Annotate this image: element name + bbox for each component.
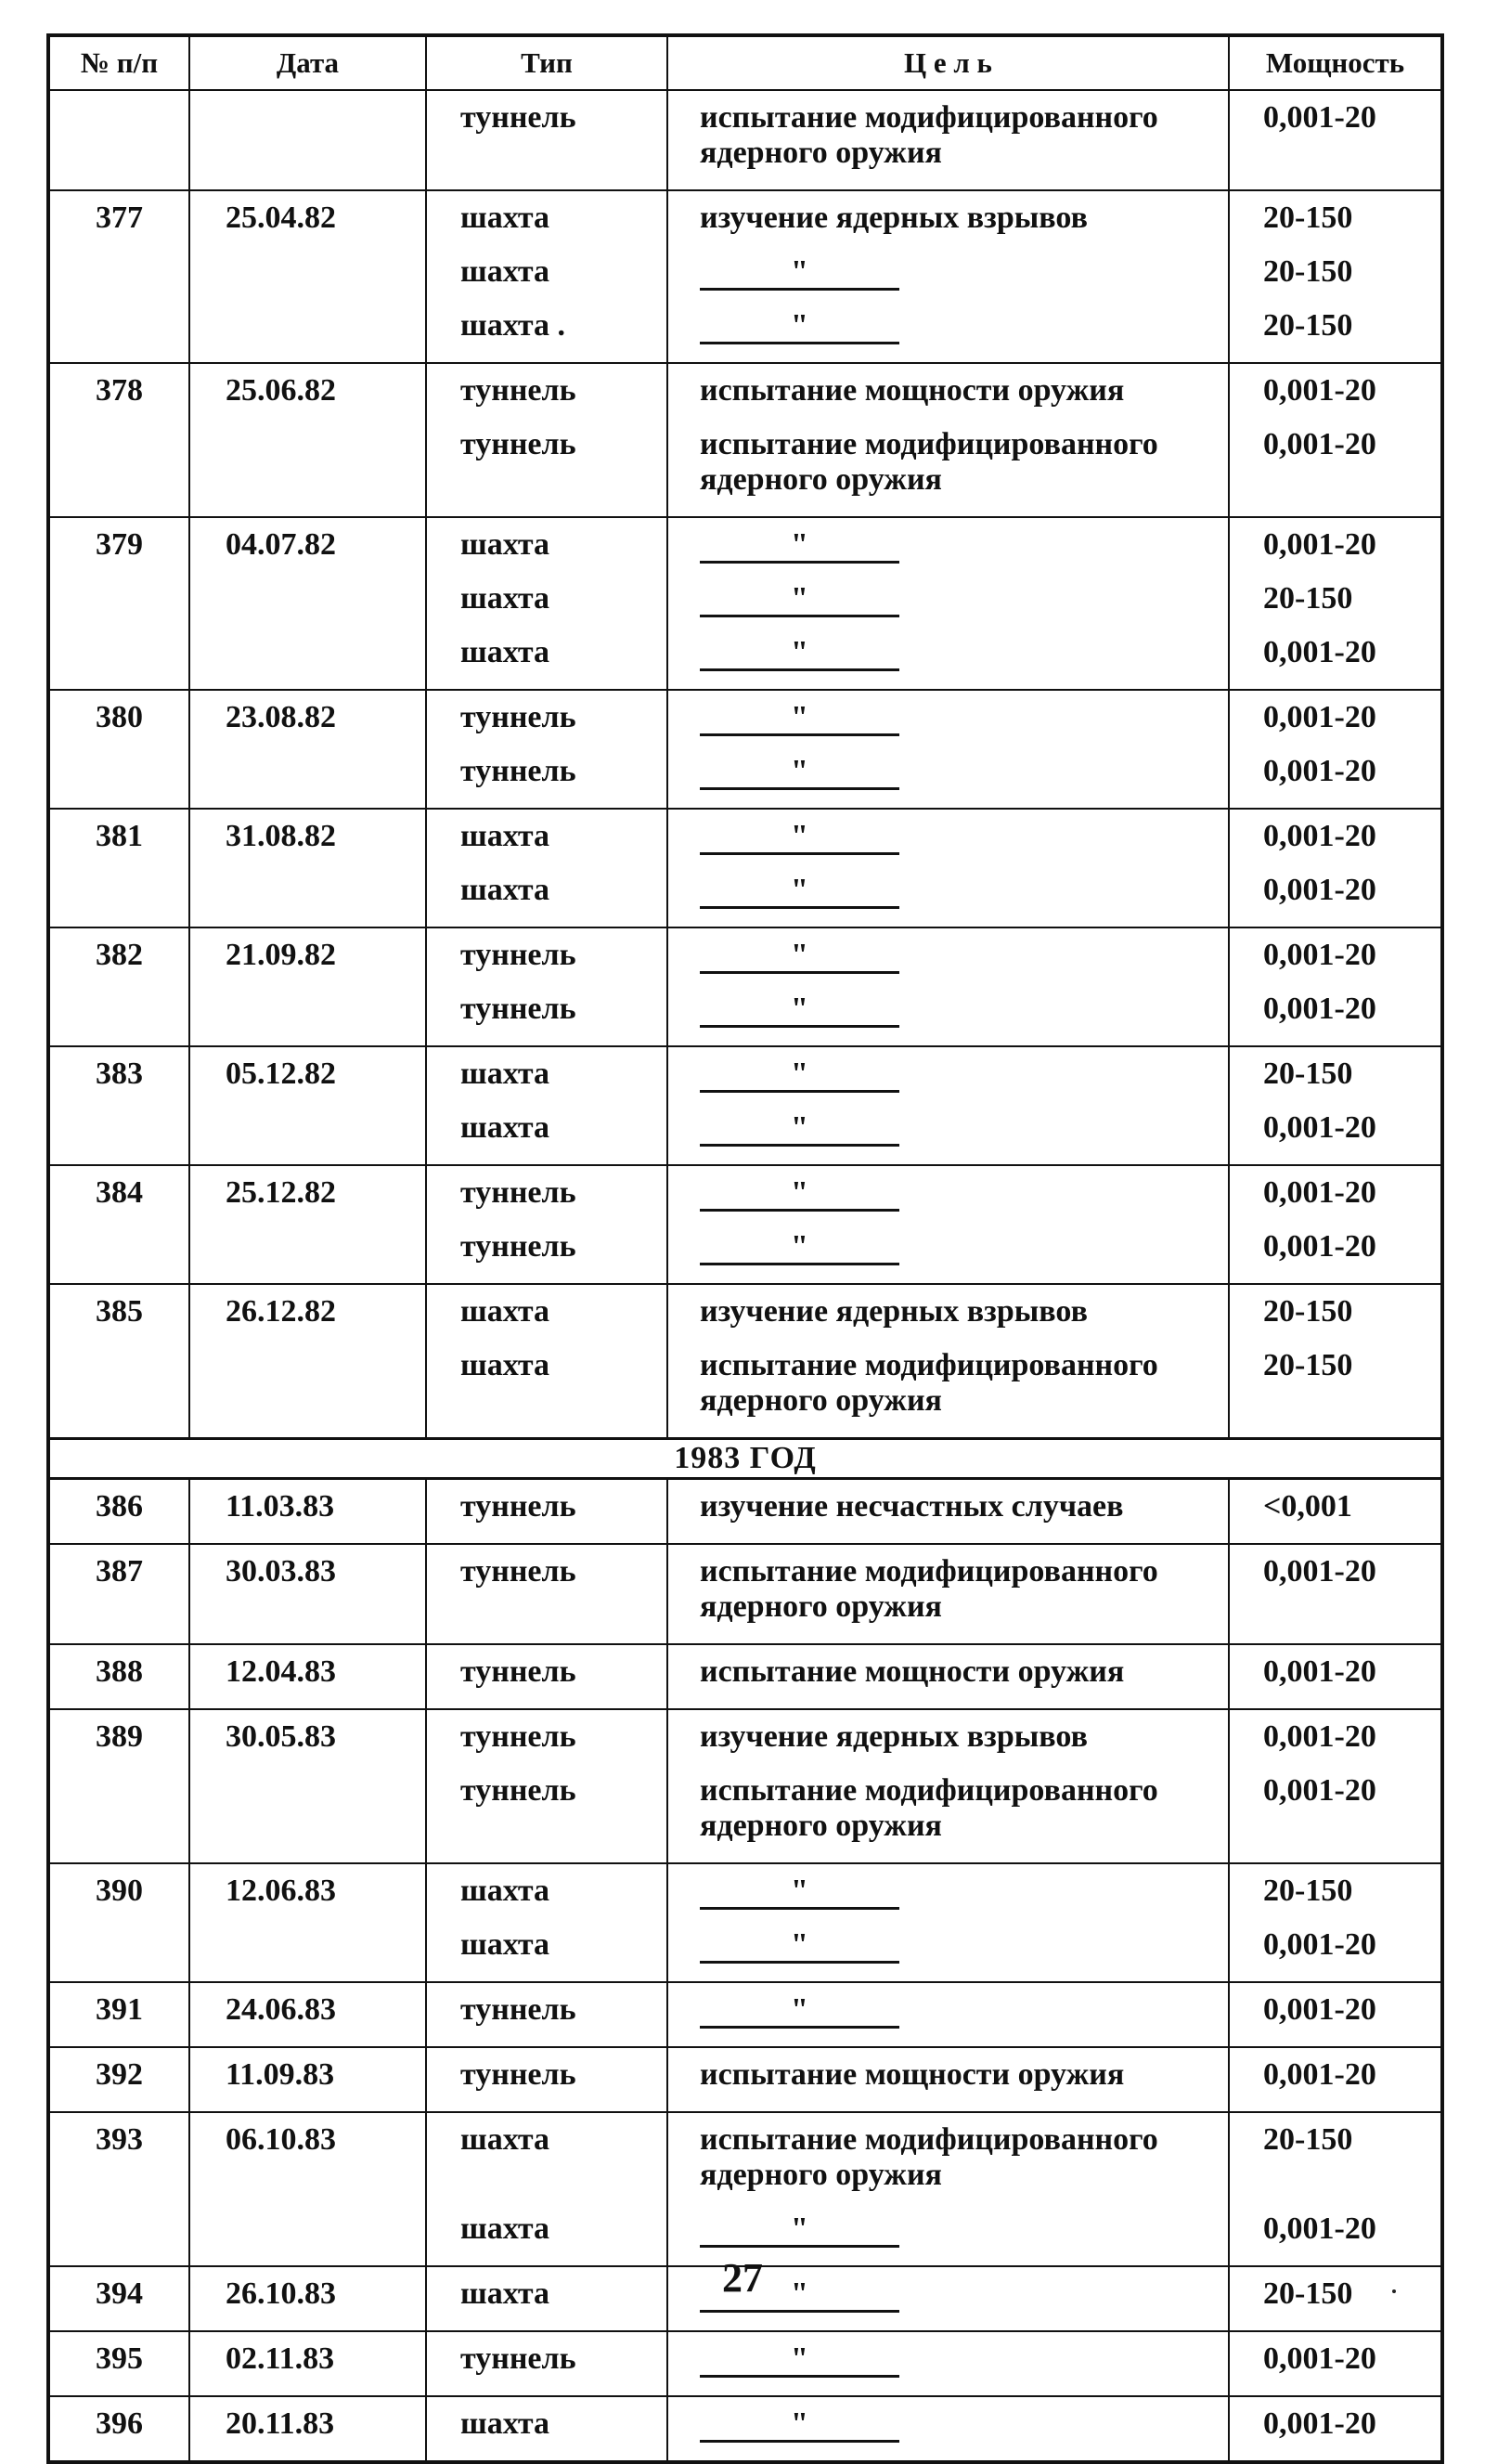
test-purpose: испытание модифицированного ядерного оружия [700,100,1158,170]
test-type: шахта [460,1874,549,1908]
ditto-mark-line [668,754,1228,808]
test-yield: 0,001-20 [1263,373,1376,408]
test-type: шахта [460,254,549,289]
test-type: туннель [460,754,576,788]
test-purpose-cell [667,1709,1229,1863]
ditto-mark-line [668,1983,1228,2046]
test-yield-cell [1229,517,1442,690]
test-purpose: испытание модифицированного ядерного оружия [700,427,1158,497]
test-type-cell [426,90,667,190]
test-type-cell [426,1165,667,1284]
page-number: 27 [722,2255,763,2301]
test-type: шахта . [460,308,565,343]
test-purpose: изучение ядерных взрывов [700,201,1088,235]
test-yield: 0,001-20 [1263,873,1376,907]
test-number: 390 [48,1863,189,1982]
test-purpose: изучение несчастных случаев [700,1489,1124,1524]
test-yield: 0,001-20 [1263,992,1376,1026]
table-row [48,2396,1442,2462]
test-type: шахта [460,2122,549,2157]
test-purpose: испытание мощности оружия [700,1654,1125,1689]
year-divider-row [48,1439,1442,1479]
test-purpose: испытание модифицированного ядерного оружия [700,1348,1158,1418]
test-yield: 20-150 [1263,254,1353,289]
test-purpose-cell [667,1863,1229,1982]
ditto-mark-line [668,1229,1228,1283]
table-row [48,690,1442,809]
test-yield: 0,001-20 [1263,427,1376,461]
test-number: 389 [48,1709,189,1863]
test-number: 395 [48,2331,189,2396]
test-yield: 0,001-20 [1263,527,1376,562]
table-row [48,2331,1442,2396]
test-yield-cell [1229,2047,1442,2112]
test-yield-cell [1229,1165,1442,1284]
table-row [48,1644,1442,1709]
test-yield: 0,001-20 [1263,1110,1376,1145]
test-type: шахта [460,2276,549,2311]
test-yield: 20-150 [1263,2276,1353,2311]
test-purpose-cell [667,1479,1229,1545]
ditto-mark: " [700,1996,899,2029]
test-purpose-cell [667,690,1229,809]
test-purpose-cell [667,517,1229,690]
test-purpose: испытание модифицированного ядерного оружия [700,2122,1158,2192]
test-date: 06.10.83 [189,2112,426,2266]
ditto-mark: " [700,704,899,736]
test-yield: 0,001-20 [1263,1927,1376,1962]
ditto-mark-line [668,1110,1228,1164]
test-type-cell [426,1982,667,2047]
ditto-mark-line [668,635,1228,689]
test-yield: 0,001-20 [1263,819,1376,853]
test-purpose-cell [667,1284,1229,1439]
test-type: туннель [460,1489,576,1524]
test-number: 388 [48,1644,189,1709]
test-purpose-cell [667,190,1229,363]
test-purpose-cell [667,1165,1229,1284]
ditto-mark-line [668,1166,1228,1229]
table-row [48,1165,1442,1284]
test-type: шахта [460,1927,549,1962]
test-number: 384 [48,1165,189,1284]
test-type-cell [426,1046,667,1165]
ditto-mark-line [668,2397,1228,2460]
table-row [48,1709,1442,1863]
test-date: 31.08.82 [189,809,426,927]
ditto-mark: " [700,531,899,564]
test-yield: 20-150 [1263,308,1353,343]
table-row [48,927,1442,1046]
test-purpose: изучение ядерных взрывов [700,1719,1088,1754]
table-row [48,1479,1442,1545]
ditto-mark-line [668,254,1228,308]
scan-speck [1392,2289,1396,2293]
test-date: 26.10.83 [189,2266,426,2331]
header-date: Дата [189,35,426,90]
test-number: 385 [48,1284,189,1439]
test-type: шахта [460,635,549,669]
ditto-mark: " [700,2410,899,2443]
test-type: туннель [460,1229,576,1264]
table-row [48,1284,1442,1439]
test-type: шахта [460,2406,549,2441]
test-yield-cell [1229,1709,1442,1863]
test-purpose-cell [667,1644,1229,1709]
test-yield: 0,001-20 [1263,938,1376,972]
test-type-cell [426,2047,667,2112]
test-type: туннель [460,700,576,734]
test-type: туннель [460,1773,576,1808]
test-type-cell [426,1644,667,1709]
table-row [48,1046,1442,1165]
ditto-mark-line [668,928,1228,992]
test-yield: 0,001-20 [1263,1229,1376,1264]
test-date: 25.04.82 [189,190,426,363]
test-purpose-cell [667,2112,1229,2266]
test-yield-cell [1229,2331,1442,2396]
test-yield: 0,001-20 [1263,1992,1376,2027]
test-type: туннель [460,1654,576,1689]
ditto-mark: " [700,2215,899,2248]
test-date: 30.03.83 [189,1544,426,1644]
table-row [48,2047,1442,2112]
year-label: 1983 ГОД [48,1439,1442,1479]
test-number: 394 [48,2266,189,2331]
test-number: 380 [48,690,189,809]
test-number: 378 [48,363,189,517]
test-purpose: испытание мощности оружия [700,373,1125,408]
table-body [48,90,1442,2462]
test-purpose-cell [667,1544,1229,1644]
test-yield-cell [1229,1544,1442,1644]
ditto-mark-line [668,518,1228,581]
test-number: 391 [48,1982,189,2047]
test-type: шахта [460,1057,549,1091]
test-purpose-cell [667,2396,1229,2462]
table-header-row [48,35,1442,90]
test-purpose-cell [667,363,1229,517]
test-purpose-cell [667,1982,1229,2047]
test-number: 392 [48,2047,189,2112]
test-type-cell [426,2396,667,2462]
test-date [189,90,426,190]
test-purpose: изучение ядерных взрывов [700,1294,1088,1329]
test-purpose-cell [667,1046,1229,1165]
test-yield: <0,001 [1263,1489,1352,1524]
header-purpose: Ц е л ь [667,35,1229,90]
test-type: шахта [460,1348,549,1382]
test-yield: 20-150 [1263,1294,1353,1329]
test-date: 05.12.82 [189,1046,426,1165]
test-type-cell [426,1284,667,1439]
test-purpose-cell [667,809,1229,927]
ditto-mark-line [668,810,1228,873]
test-date: 24.06.83 [189,1982,426,2047]
ditto-mark-line [668,1927,1228,1981]
ditto-mark: " [700,1060,899,1093]
table-row [48,1863,1442,1982]
test-yield: 20-150 [1263,2122,1353,2157]
test-yield: 0,001-20 [1263,1773,1376,1808]
test-purpose-cell [667,927,1229,1046]
test-type: шахта [460,1110,549,1145]
ditto-mark: " [700,1233,899,1265]
test-type-cell [426,2112,667,2266]
test-type-cell [426,1709,667,1863]
test-yield: 0,001-20 [1263,2341,1376,2376]
ditto-mark-line [668,873,1228,927]
ditto-mark: " [700,823,899,855]
test-yield-cell [1229,2396,1442,2462]
test-purpose-cell [667,90,1229,190]
ditto-mark: " [700,758,899,790]
test-yield-cell [1229,690,1442,809]
test-purpose-cell [667,2331,1229,2396]
test-type-cell [426,190,667,363]
test-type: туннель [460,427,576,461]
test-number [48,90,189,190]
test-yield: 20-150 [1263,581,1353,616]
ditto-mark-line [668,581,1228,635]
test-yield: 0,001-20 [1263,700,1376,734]
test-number: 377 [48,190,189,363]
ditto-mark: " [700,1114,899,1147]
test-number: 381 [48,809,189,927]
test-purpose: испытание модифицированного ядерного оружия [700,1554,1158,1624]
test-date: 26.12.82 [189,1284,426,1439]
ditto-mark: " [700,1179,899,1212]
test-yield-cell [1229,2112,1442,2266]
test-yield: 20-150 [1263,1874,1353,1908]
test-yield-cell [1229,1479,1442,1545]
test-yield: 20-150 [1263,201,1353,235]
test-date: 23.08.82 [189,690,426,809]
test-number: 382 [48,927,189,1046]
test-purpose: испытание мощности оружия [700,2057,1125,2092]
ditto-mark: " [700,1877,899,1910]
ditto-mark-line [668,1864,1228,1927]
test-date: 25.06.82 [189,363,426,517]
test-yield-cell [1229,363,1442,517]
test-type: туннель [460,1554,576,1589]
test-date: 30.05.83 [189,1709,426,1863]
test-date: 12.06.83 [189,1863,426,1982]
test-type-cell [426,1544,667,1644]
test-type-cell [426,2331,667,2396]
test-type-cell [426,363,667,517]
test-type: шахта [460,873,549,907]
test-type: туннель [460,992,576,1026]
header-num: № п/п [48,35,189,90]
test-date: 02.11.83 [189,2331,426,2396]
ditto-mark-line [668,308,1228,362]
test-type-cell [426,809,667,927]
test-date: 20.11.83 [189,2396,426,2462]
ditto-mark: " [700,876,899,909]
test-type-cell [426,1479,667,1545]
test-yield: 0,001-20 [1263,2057,1376,2092]
test-type-cell [426,927,667,1046]
test-type-cell [426,1863,667,1982]
table-row [48,1982,1442,2047]
test-yield: 0,001-20 [1263,635,1376,669]
ditto-mark-line [668,1047,1228,1110]
test-date: 21.09.82 [189,927,426,1046]
test-date: 04.07.82 [189,517,426,690]
ditto-mark: " [700,2280,899,2313]
table-row [48,363,1442,517]
test-yield: 20-150 [1263,1348,1353,1382]
test-yield: 0,001-20 [1263,1719,1376,1754]
test-yield: 0,001-20 [1263,1175,1376,1210]
ditto-mark: " [700,941,899,974]
test-type: туннель [460,2341,576,2376]
ditto-mark-line [668,992,1228,1045]
test-yield: 0,001-20 [1263,100,1376,135]
test-yield-cell [1229,1046,1442,1165]
test-type: туннель [460,373,576,408]
header-type: Тип [426,35,667,90]
table-row [48,2112,1442,2266]
test-purpose: испытание модифицированного ядерного оружия [700,1773,1158,1843]
test-type: шахта [460,581,549,616]
table-row [48,809,1442,927]
table-row [48,190,1442,363]
table-row [48,517,1442,690]
test-yield: 0,001-20 [1263,754,1376,788]
test-type: шахта [460,1294,549,1329]
header-yield: Мощность [1229,35,1442,90]
test-type: шахта [460,819,549,853]
ditto-mark: " [700,1931,899,1964]
test-type: туннель [460,100,576,135]
test-type: туннель [460,1719,576,1754]
test-yield-cell [1229,1982,1442,2047]
test-yield: 20-150 [1263,1057,1353,1091]
test-number: 387 [48,1544,189,1644]
test-type: туннель [460,938,576,972]
test-yield-cell [1229,1284,1442,1439]
ditto-mark: " [700,995,899,1028]
tests-table [46,33,1444,2464]
test-date: 12.04.83 [189,1644,426,1709]
test-type: шахта [460,201,549,235]
test-number: 393 [48,2112,189,2266]
table-row [48,90,1442,190]
test-number: 383 [48,1046,189,1165]
table-row [48,1544,1442,1644]
test-type: туннель [460,1992,576,2027]
test-yield: 0,001-20 [1263,1654,1376,1689]
test-yield: 0,001-20 [1263,1554,1376,1589]
test-type: туннель [460,1175,576,1210]
test-type: шахта [460,527,549,562]
test-yield: 0,001-20 [1263,2406,1376,2441]
test-date: 25.12.82 [189,1165,426,1284]
ditto-mark-line [668,2332,1228,2395]
test-date: 11.09.83 [189,2047,426,2112]
test-yield-cell [1229,1863,1442,1982]
test-number: 379 [48,517,189,690]
test-type-cell [426,690,667,809]
test-type-cell [426,517,667,690]
test-yield-cell [1229,809,1442,927]
ditto-mark: " [700,639,899,671]
ditto-mark: " [700,258,899,291]
test-purpose-cell [667,2047,1229,2112]
test-yield-cell [1229,90,1442,190]
test-number: 396 [48,2396,189,2462]
test-yield-cell [1229,927,1442,1046]
ditto-mark-line [668,691,1228,754]
test-yield: 0,001-20 [1263,2211,1376,2246]
ditto-mark: " [700,312,899,344]
test-date: 11.03.83 [189,1479,426,1545]
ditto-mark: " [700,585,899,617]
test-type: туннель [460,2057,576,2092]
ditto-mark: " [700,2345,899,2378]
test-type: шахта [460,2211,549,2246]
test-number: 386 [48,1479,189,1545]
test-yield-cell [1229,1644,1442,1709]
test-yield-cell [1229,190,1442,363]
